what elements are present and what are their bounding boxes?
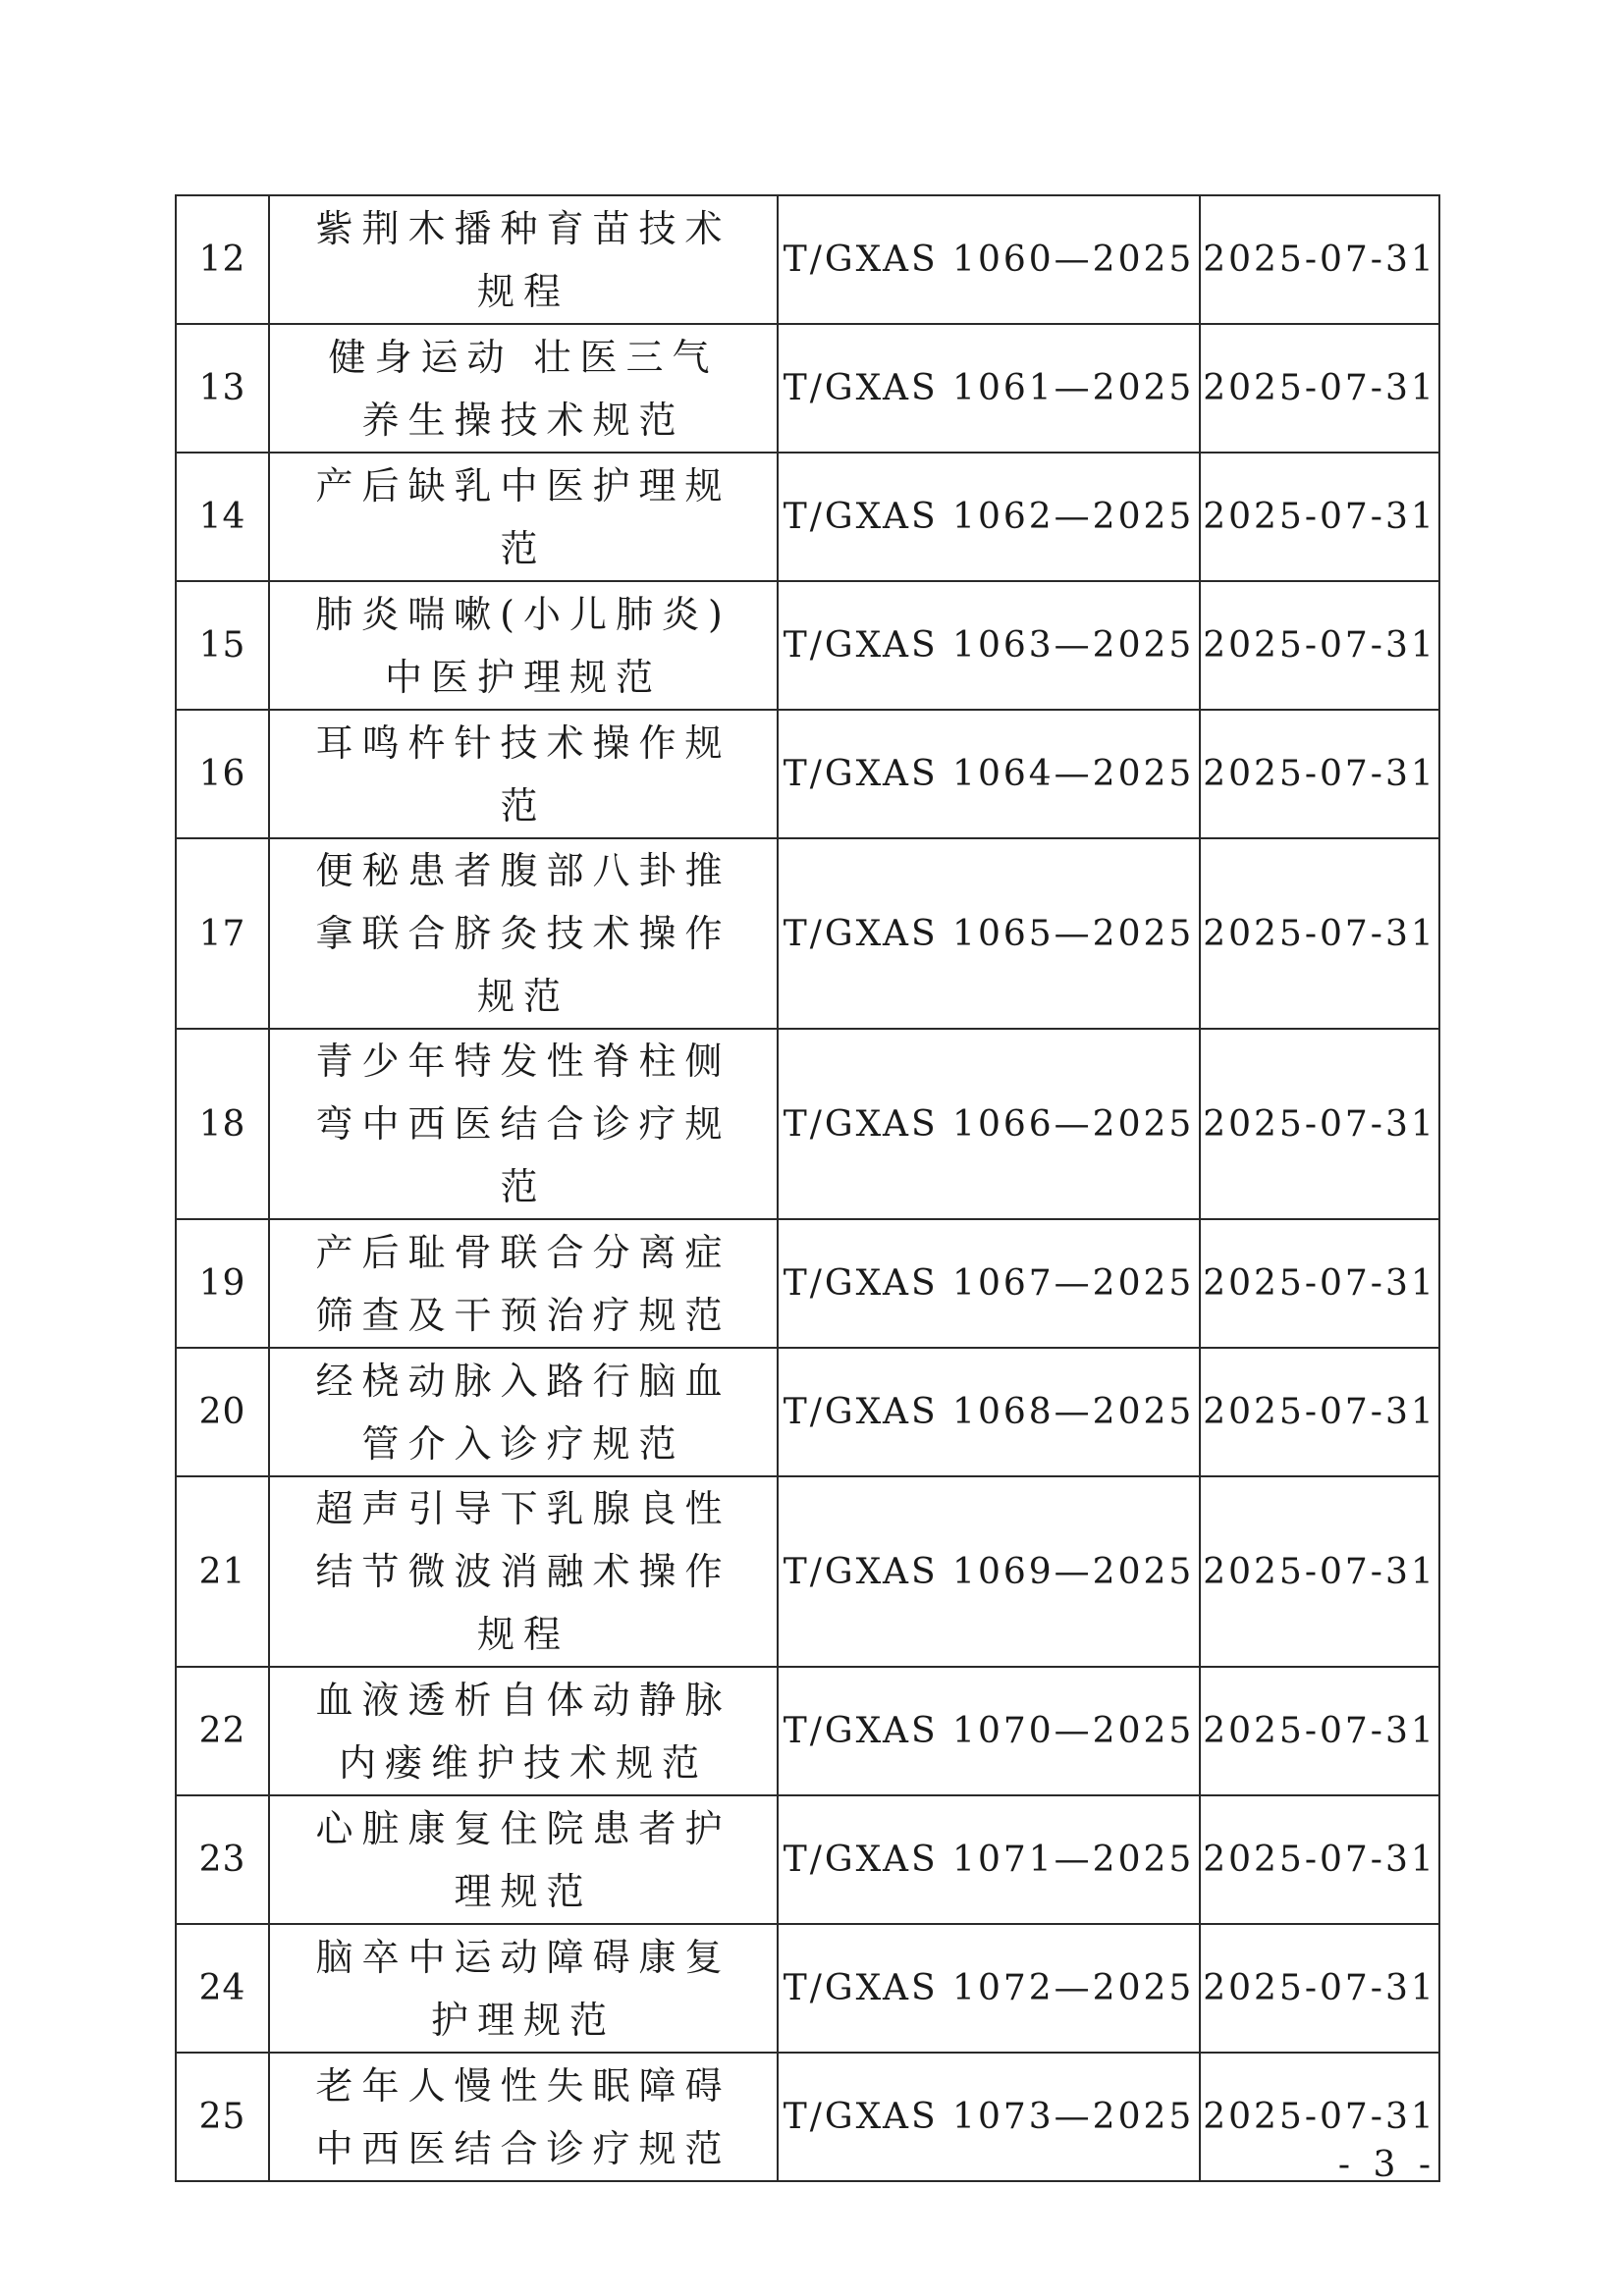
- standard-code-cell: [778, 1348, 1200, 1476]
- row-number-cell: [176, 1219, 269, 1348]
- table-row: [176, 453, 1439, 581]
- standard-name-cell: [269, 1476, 778, 1667]
- row-number: 13: [198, 368, 246, 408]
- standard-code: T/GXAS 1070—2025: [783, 1711, 1195, 1751]
- standard-code: T/GXAS 1063—2025: [783, 625, 1195, 666]
- standards-table: [175, 194, 1440, 2182]
- standard-name-cell: [269, 1924, 778, 2053]
- release-date: 2025-07-31: [1203, 1840, 1436, 1880]
- release-date: 2025-07-31: [1203, 913, 1436, 954]
- standard-code: T/GXAS 1061—2025: [783, 368, 1195, 408]
- row-number-cell: [176, 2053, 269, 2181]
- row-number-cell: [176, 1476, 269, 1667]
- table-row: [176, 1924, 1439, 2053]
- standard-name: 产后缺乳中医护理规范: [315, 463, 731, 570]
- table-row: [176, 1667, 1439, 1795]
- release-date-cell: [1200, 1667, 1439, 1795]
- row-number: 24: [198, 1968, 246, 2008]
- standard-code: T/GXAS 1073—2025: [783, 2097, 1195, 2137]
- release-date-cell: [1200, 1924, 1439, 2053]
- table-row: [176, 1029, 1439, 1219]
- release-date-cell: [1200, 195, 1439, 324]
- standard-name-cell: [269, 1219, 778, 1348]
- standard-code-cell: [778, 581, 1200, 710]
- standard-name: 超声引导下乳腺良性结节微波消融术操作规程: [315, 1487, 731, 1656]
- table-row: [176, 1795, 1439, 1924]
- standard-code: T/GXAS 1064—2025: [783, 754, 1195, 794]
- standard-code-cell: [778, 1667, 1200, 1795]
- standard-name-cell: [269, 1795, 778, 1924]
- standard-code-cell: [778, 1795, 1200, 1924]
- release-date-cell: [1200, 1476, 1439, 1667]
- release-date: 2025-07-31: [1203, 368, 1436, 408]
- row-number-cell: [176, 1667, 269, 1795]
- standard-name-cell: [269, 195, 778, 324]
- standard-name: 青少年特发性脊柱侧弯中西医结合诊疗规范: [315, 1040, 731, 1208]
- standard-code-cell: [778, 710, 1200, 838]
- release-date: 2025-07-31: [1203, 1968, 1436, 2008]
- table-row: [176, 581, 1439, 710]
- release-date-cell: [1200, 581, 1439, 710]
- row-number-cell: [176, 324, 269, 453]
- table-row: [176, 838, 1439, 1029]
- standard-name-cell: [269, 453, 778, 581]
- standard-name: 耳鸣杵针技术操作规范: [315, 721, 731, 828]
- release-date-cell: [1200, 1219, 1439, 1348]
- standard-name: 健身运动 壮医三气养生操技术规范: [328, 335, 719, 442]
- standard-code: T/GXAS 1066—2025: [783, 1103, 1195, 1145]
- standard-name-cell: [269, 1348, 778, 1476]
- row-number-cell: [176, 453, 269, 581]
- standard-code-cell: [778, 324, 1200, 453]
- release-date: 2025-07-31: [1203, 625, 1436, 666]
- standard-code: T/GXAS 1067—2025: [783, 1263, 1195, 1304]
- release-date: 2025-07-31: [1203, 754, 1436, 794]
- row-number: 21: [198, 1551, 246, 1592]
- standard-name-cell: [269, 2053, 778, 2181]
- standard-code: T/GXAS 1062—2025: [783, 497, 1195, 537]
- row-number-cell: [176, 710, 269, 838]
- standard-code-cell: [778, 1029, 1200, 1219]
- table-row: [176, 1476, 1439, 1667]
- standard-code-cell: [778, 838, 1200, 1029]
- standard-name-cell: [269, 324, 778, 453]
- row-number: 17: [198, 913, 246, 954]
- standard-name-cell: [269, 838, 778, 1029]
- row-number: 18: [198, 1103, 246, 1145]
- row-number: 22: [198, 1711, 246, 1751]
- standard-code: T/GXAS 1072—2025: [783, 1968, 1195, 2008]
- standard-code: T/GXAS 1071—2025: [783, 1840, 1195, 1880]
- row-number: 15: [198, 625, 246, 666]
- standard-code-cell: [778, 1924, 1200, 2053]
- standard-code-cell: [778, 1219, 1200, 1348]
- standard-code: T/GXAS 1068—2025: [783, 1392, 1195, 1432]
- release-date: 2025-07-31: [1203, 1392, 1436, 1432]
- release-date: 2025-07-31: [1203, 1711, 1436, 1751]
- standard-name-cell: [269, 1029, 778, 1219]
- row-number: 16: [198, 754, 246, 794]
- table-row: [176, 195, 1439, 324]
- release-date-cell: [1200, 324, 1439, 453]
- standard-name: 血液透析自体动静脉内瘘维护技术规范: [315, 1678, 731, 1785]
- row-number-cell: [176, 581, 269, 710]
- release-date-cell: [1200, 1795, 1439, 1924]
- standard-code-cell: [778, 453, 1200, 581]
- row-number-cell: [176, 1795, 269, 1924]
- standard-code: T/GXAS 1069—2025: [783, 1551, 1195, 1592]
- standard-name: 紫荆木播种育苗技术规程: [315, 206, 731, 313]
- standard-name: 肺炎喘嗽(小儿肺炎)中医护理规范: [315, 592, 731, 699]
- release-date: 2025-07-31: [1203, 1551, 1436, 1592]
- page-number: - 3 -: [1337, 2145, 1436, 2185]
- row-number: 20: [198, 1392, 246, 1432]
- standard-name: 老年人慢性失眠障碍中西医结合诊疗规范: [315, 2063, 731, 2170]
- release-date-cell: [1200, 710, 1439, 838]
- standard-code: T/GXAS 1065—2025: [783, 913, 1195, 954]
- standard-name: 产后耻骨联合分离症筛查及干预治疗规范: [315, 1230, 731, 1337]
- standard-code-cell: [778, 195, 1200, 324]
- row-number: 25: [198, 2097, 246, 2137]
- release-date: 2025-07-31: [1203, 1263, 1436, 1304]
- standard-code-cell: [778, 1476, 1200, 1667]
- standard-name: 心脏康复住院患者护理规范: [315, 1806, 731, 1913]
- standard-code-cell: [778, 2053, 1200, 2181]
- table-row: [176, 1348, 1439, 1476]
- standard-name-cell: [269, 581, 778, 710]
- standard-name-cell: [269, 1667, 778, 1795]
- row-number: 12: [198, 240, 246, 280]
- release-date: 2025-07-31: [1203, 1103, 1436, 1145]
- row-number-cell: [176, 195, 269, 324]
- row-number-cell: [176, 1924, 269, 2053]
- row-number: 14: [198, 497, 246, 537]
- release-date-cell: [1200, 453, 1439, 581]
- table-row: [176, 324, 1439, 453]
- row-number-cell: [176, 838, 269, 1029]
- standard-name: 经桡动脉入路行脑血管介入诊疗规范: [315, 1359, 731, 1466]
- standard-name-cell: [269, 710, 778, 838]
- table-row: [176, 1219, 1439, 1348]
- release-date-cell: [1200, 838, 1439, 1029]
- release-date: 2025-07-31: [1203, 2097, 1436, 2137]
- release-date-cell: [1200, 1348, 1439, 1476]
- row-number-cell: [176, 1029, 269, 1219]
- release-date-cell: [1200, 1029, 1439, 1219]
- row-number: 23: [198, 1840, 246, 1880]
- row-number-cell: [176, 1348, 269, 1476]
- table-row: [176, 710, 1439, 838]
- row-number: 19: [198, 1263, 246, 1304]
- standard-name: 脑卒中运动障碍康复护理规范: [315, 1935, 731, 2042]
- standard-name: 便秘患者腹部八卦推拿联合脐灸技术操作规范: [315, 849, 731, 1018]
- standard-code: T/GXAS 1060—2025: [783, 240, 1195, 280]
- table-row: [176, 2053, 1439, 2181]
- release-date: 2025-07-31: [1203, 240, 1436, 280]
- release-date: 2025-07-31: [1203, 497, 1436, 537]
